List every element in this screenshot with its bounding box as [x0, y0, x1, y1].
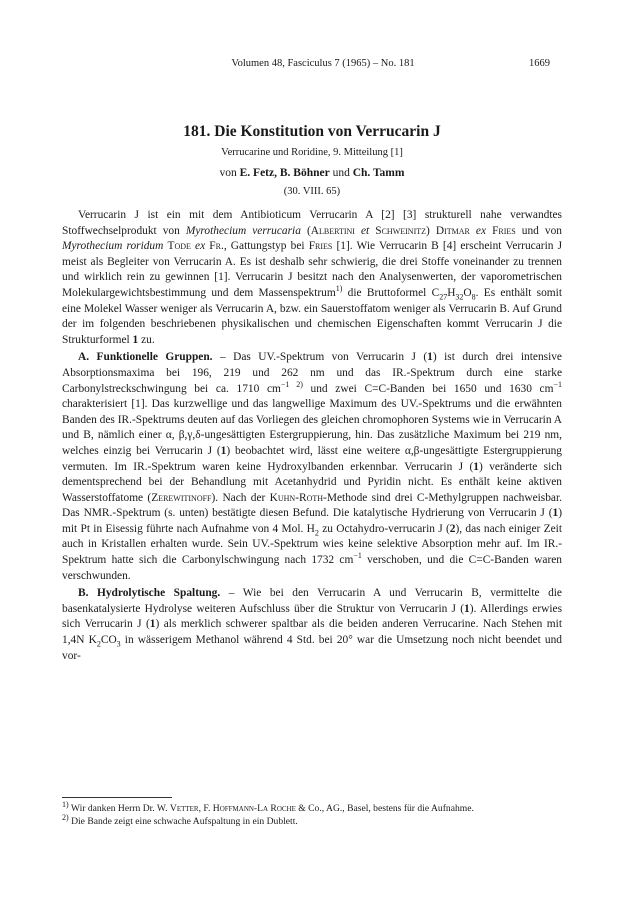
article-title: [40, 122, 584, 142]
paragraph-hydrolysis: B. Hydrolytische Spaltung. – Wie bei den Verrucarin A und Verrucarin B, vermittelte die basenkatalysierte Hydrolyse weiteren Aufschluss über die Struktur von Verrucarin J (1). Allerdings erwies sich Verrucarin J (1) als merklich schwerer spaltbar als die beiden anderen Verrucarine. Nach Stehen mit 1,4N $K_2CO_3$ in wässerigem Methanol während 4 Std. bei 20° war die Umsetzung noch nicht beendet und vor-: [62, 587, 562, 662]
footnote-1: $^{1)}$ Wir danken Herrn Dr. W. Vetter, F. Hoffmann-La Roche & Co., AG., Basel, bestens für die Aufnahme.: [62, 799, 474, 814]
author-names-2: Ch. Tamm: [352, 167, 405, 179]
authors-line: [40, 165, 584, 181]
running-title: Volumen 48, Fasciculus 7 (1965) – No. 181: [231, 58, 415, 69]
footnote-2: $^{2)}$ Die Bande zeigt eine schwache Aufspaltung in ein Dublett.: [62, 812, 298, 827]
article-number: 181.: [183, 123, 211, 140]
paragraph-intro: Verrucarin J ist ein mit dem Antibioticum Verrucarin A [2] [3] strukturell nahe verwandtes Stoffwechselprodukt von Myrothecium verrucaria (Albertini et Schweinitz) Ditmar ex Fries und von Myrothecium roridum Tode ex Fr., Gattungstyp bei Fries [1]. Wie Verrucarin B [4] erscheint Verrucarin J meist als Begleiter von Verrucarin A. Es ist deshalb sehr schwierig, die drei Stoffe voneinander zu trennen und wirklich rein zu gewinnen [1]. Verrucarin J besitzt nach den Analysenwerten, der vaporometrischen Molekulargewichtsbestimmung und dem Massenspektrum$^{1)}$ die Bruttoformel $C_{27}H_{32}O_8$. Es enthält somit eine Molekel Wasser weniger als Verrucarin A, bzw. ein Sauerstoffatom weniger als Verrucarin B. Auf Grund der im folgenden beschriebenen physikalischen und chemischen Eigenschaften kommt Verrucarin J die Strukturformel 1 zu.: [62, 209, 562, 346]
footnotes: [62, 799, 562, 828]
paragraph-functional-groups: A. Funktionelle Gruppen. – Das UV.-Spektrum von Verrucarin J (1) ist durch drei intensive Absorptionsmaxima bei 196, 219 und 262 nm und das IR.-Spektrum durch eine starke Carbonylstreckschwingung bei ca. 1710 $cm^{-1 2)}$ und zwei C=C-Banden bei 1650 und 1630 $cm^{-1}$ charakterisiert [1]. Das kurzwellige und das langwellige Maximum des UV.-Spektrums und die erwähnten Banden des IR.-Spektrums deuten auf das Vorliegen des gleichen chromophoren Systems wie in Verrucarin A und B, nämlich einer α, β,γ,δ-ungesättigten Estergruppierung, hin. Das zusätzliche Maximum bei 219 nm, welches einzig bei Verrucarin J (1) beobachtet wird, lässt eine weitere α,β-ungesättigte Estergruppierung vermuten. Im IR.-Spektrum waren keine Hydroxylbanden erkennbar. Verrucarin J (1) veränderte sich dementsprechend bei der Behandlung mit Acetanhydrid und Pyridin nicht. Es enthält keine aktiven Wasserstoffatome (Zerewitinoff). Nach der Kuhn-Roth-Methode sind drei C-Methylgruppen nachweisbar. Das NMR.-Spektrum (s. unten) bestätigte diesen Befund. Die katalytische Hydrierung von Verrucarin J (1) mit Pt in Eisessig führte nach Aufnahme von 4 Mol. $H_2$ zu Octahydro-verrucarin J (2), das nach einiger Zeit auch in Kristallen erhalten wurde. Sein UV.-Spektrum wies keine selektive Absorption mehr auf. Im IR.-Spektrum hatte sich die Carbonylschwingung nach 1732 $cm^{-1}$ verschoben, und die C=C-Banden waren verschwunden.: [62, 351, 563, 582]
article-title-text: Die Konstitution von Verrucarin J: [214, 123, 441, 140]
footnote-rule: [62, 797, 172, 798]
article-subtitle: Verrucarine und Roridine, 9. Mitteilung [1]: [221, 147, 403, 158]
section-heading-a: A. Funktionelle Gruppen.: [78, 351, 213, 364]
von-text: von: [219, 167, 237, 179]
received-date: (30. VIII. 65): [283, 186, 341, 197]
page-number: 1669: [529, 58, 550, 69]
article-body: [62, 208, 562, 666]
article-title-block: [40, 122, 584, 199]
section-heading-b: B. Hydrolytische Spaltung.: [78, 587, 221, 600]
und-text: und: [332, 167, 350, 179]
author-names-1: E. Fetz, B. Böhner: [239, 167, 330, 179]
